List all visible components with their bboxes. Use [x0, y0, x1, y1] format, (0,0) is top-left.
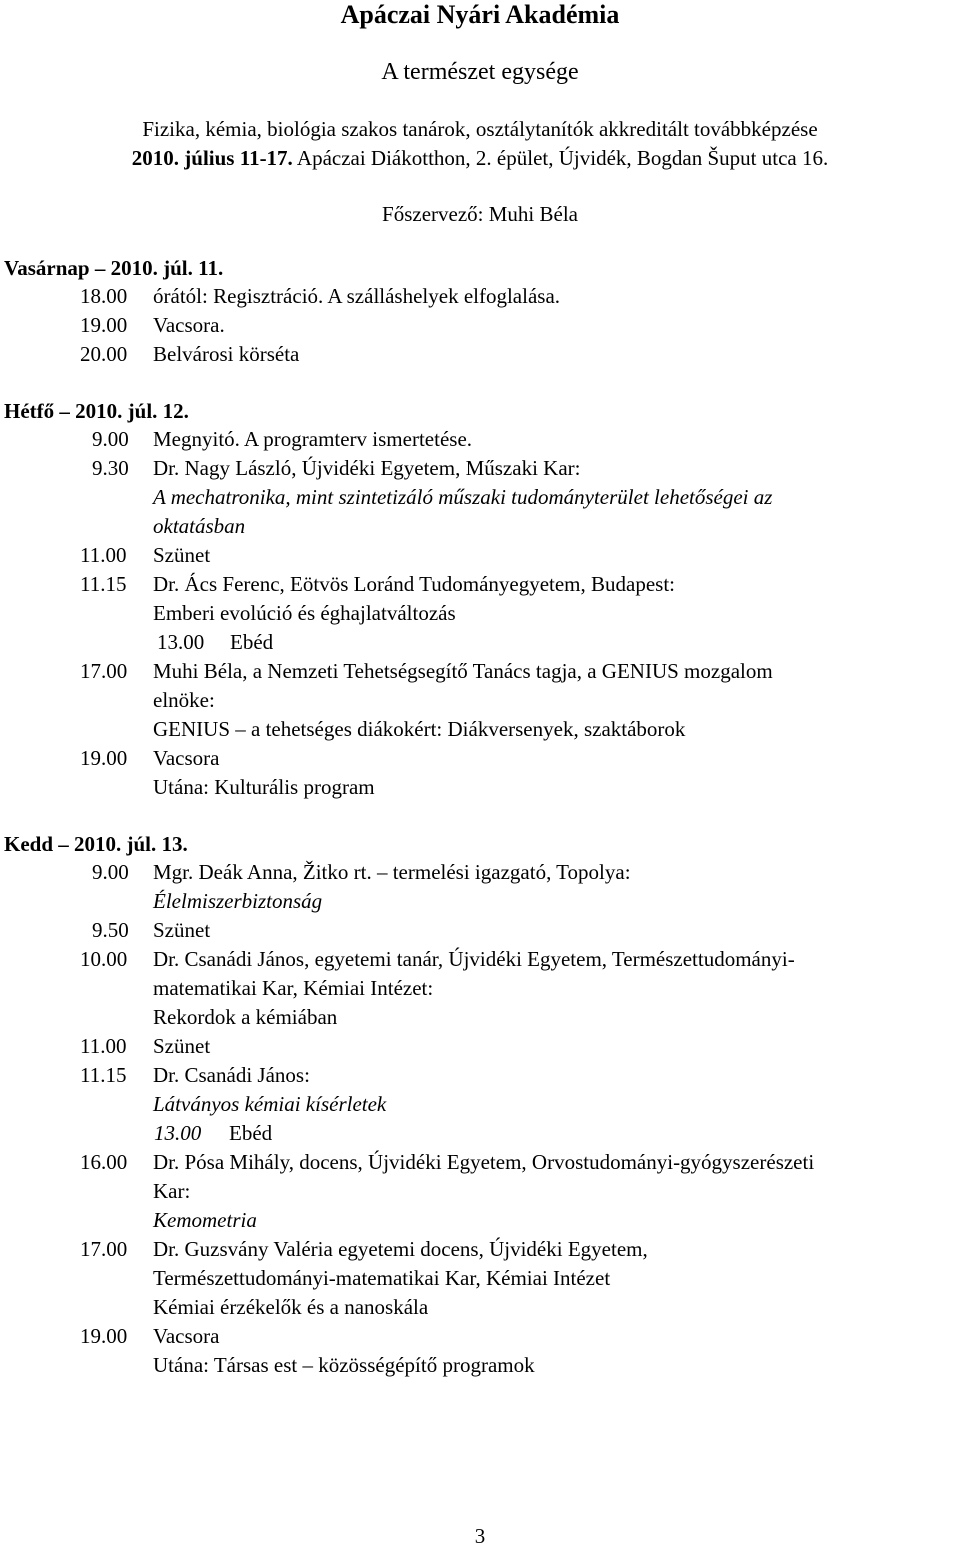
lecture-title: Kémiai érzékelők és a nanoskála — [153, 1295, 429, 1319]
day-heading-tuesday: Kedd – 2010. júl. 13. — [4, 832, 188, 856]
page-number: 3 — [474, 1524, 486, 1548]
schedule-text: Dr. Ács Ferenc, Eötvös Loránd Tudományegyetem, Budapest: — [153, 572, 676, 596]
lecture-title: Kemometria — [153, 1208, 257, 1232]
course-location: Apáczai Diákotthon, 2. épület, Újvidék, Bogdan Šuput utca 16. — [292, 146, 829, 170]
schedule-text: Vacsora — [153, 746, 220, 770]
schedule-text: Természettudományi-matematikai Kar, Kémiai Intézet — [153, 1266, 611, 1290]
schedule-row — [0, 1293, 960, 1322]
schedule-text: Dr. Nagy László, Újvidéki Egyetem, Műszaki Kar: — [153, 456, 581, 480]
schedule-text: Utána: Társas est – közösségépítő programok — [153, 1353, 535, 1377]
schedule-row — [0, 628, 960, 657]
schedule-text: Megnyitó. A programterv ismertetése. — [153, 427, 473, 451]
schedule-time: 11.15 — [80, 1063, 127, 1087]
schedule-row — [0, 1351, 960, 1380]
schedule-row — [0, 454, 960, 483]
schedule-text: Ebéd — [230, 630, 274, 654]
lecture-title: Élelmiszerbiztonság — [153, 889, 323, 913]
schedule-text: Mgr. Deák Anna, Žitko rt. – termelési igazgató, Topolya: — [153, 860, 631, 884]
schedule-row — [0, 512, 960, 541]
schedule-text: Ebéd — [229, 1121, 273, 1145]
lecture-title: Látványos kémiai kísérletek — [153, 1092, 387, 1116]
course-dates: 2010. július 11-17. — [131, 146, 293, 170]
schedule-text: órától: Regisztráció. A szálláshelyek elfoglalása. — [153, 284, 561, 308]
document-subtitle: A természet egysége — [381, 59, 579, 85]
schedule-text: Dr. Csanádi János: — [153, 1063, 310, 1087]
schedule-row — [0, 887, 960, 916]
schedule-row — [0, 570, 960, 599]
schedule-time: 20.00 — [80, 342, 128, 366]
date-location-line — [0, 144, 960, 172]
schedule-time: 13.00 — [154, 1121, 202, 1145]
schedule-row — [0, 1235, 960, 1264]
lecture-title: Rekordok a kémiában — [153, 1005, 338, 1029]
schedule-row — [0, 1061, 960, 1090]
schedule-row — [0, 1206, 960, 1235]
schedule-time: 13.00 — [157, 630, 205, 654]
schedule-time: 9.50 — [92, 918, 129, 942]
day-heading-monday: Hétfő – 2010. júl. 12. — [4, 399, 189, 423]
schedule-time: 19.00 — [80, 1324, 128, 1348]
schedule-row — [0, 945, 960, 974]
schedule-text: Dr. Pósa Mihály, docens, Újvidéki Egyetem, Orvostudományi-gyógyszerészeti — [153, 1150, 815, 1174]
schedule-time: 9.00 — [92, 860, 129, 884]
day-heading-sunday: Vasárnap – 2010. júl. 11. — [4, 256, 224, 280]
schedule-row — [0, 599, 960, 628]
schedule-row — [0, 974, 960, 1003]
lecture-title: GENIUS – a tehetséges diákokért: Diákversenyek, szaktáborok — [153, 717, 686, 741]
schedule-text: Kar: — [153, 1179, 191, 1203]
schedule-time: 11.15 — [80, 572, 127, 596]
schedule-text: Szünet — [153, 543, 211, 567]
schedule-text: Szünet — [153, 918, 211, 942]
schedule-row — [0, 1090, 960, 1119]
document-title: Apáczai Nyári Akadémia — [340, 0, 620, 29]
schedule-row — [0, 1322, 960, 1351]
schedule-time: 11.00 — [80, 1034, 127, 1058]
schedule-text: Vacsora. — [153, 313, 225, 337]
schedule-time: 9.00 — [92, 427, 129, 451]
schedule-time: 11.00 — [80, 543, 127, 567]
schedule-row — [0, 541, 960, 570]
schedule-text: Dr. Guzsvány Valéria egyetemi docens, Újvidéki Egyetem, — [153, 1237, 648, 1261]
schedule-row — [0, 311, 960, 340]
schedule-row — [0, 1032, 960, 1061]
schedule-time: 9.30 — [92, 456, 129, 480]
schedule-row — [0, 686, 960, 715]
schedule-row — [0, 744, 960, 773]
schedule-text: Utána: Kulturális program — [153, 775, 375, 799]
schedule-row — [0, 282, 960, 311]
schedule-text: Vacsora — [153, 1324, 220, 1348]
schedule-time: 10.00 — [80, 947, 128, 971]
schedule-row — [0, 773, 960, 802]
schedule-text: elnöke: — [153, 688, 215, 712]
schedule-row — [0, 483, 960, 512]
schedule-row — [0, 340, 960, 369]
organizer-line: Főszervező: Muhi Béla — [382, 202, 578, 226]
course-description: Fizika, kémia, biológia szakos tanárok, osztálytanítók akkreditált továbbképzése — [142, 117, 818, 141]
schedule-row — [0, 1264, 960, 1293]
schedule-time: 19.00 — [80, 746, 128, 770]
schedule-time: 18.00 — [80, 284, 128, 308]
schedule-row — [0, 1148, 960, 1177]
schedule-text: Szünet — [153, 1034, 211, 1058]
schedule-time: 17.00 — [80, 659, 128, 683]
schedule-time: 17.00 — [80, 1237, 128, 1261]
schedule-time: 16.00 — [80, 1150, 128, 1174]
lecture-title: A mechatronika, mint szintetizáló műszaki tudományterület lehetőségei az — [153, 485, 773, 509]
schedule-text: Muhi Béla, a Nemzeti Tehetségsegítő Tanács tagja, a GENIUS mozgalom — [153, 659, 773, 683]
schedule-row — [0, 657, 960, 686]
schedule-row — [0, 916, 960, 945]
schedule-text: Dr. Csanádi János, egyetemi tanár, Újvidéki Egyetem, Természettudományi- — [153, 947, 795, 971]
schedule-text: matematikai Kar, Kémiai Intézet: — [153, 976, 434, 1000]
lecture-title: oktatásban — [153, 514, 246, 538]
schedule-row — [0, 425, 960, 454]
schedule-time: 19.00 — [80, 313, 128, 337]
schedule-row — [0, 1177, 960, 1206]
schedule-text: Belvárosi körséta — [153, 342, 300, 366]
schedule-row — [0, 1003, 960, 1032]
schedule-row — [0, 858, 960, 887]
schedule-row — [0, 715, 960, 744]
schedule-row — [0, 1119, 960, 1148]
lecture-title: Emberi evolúció és éghajlatváltozás — [153, 601, 456, 625]
